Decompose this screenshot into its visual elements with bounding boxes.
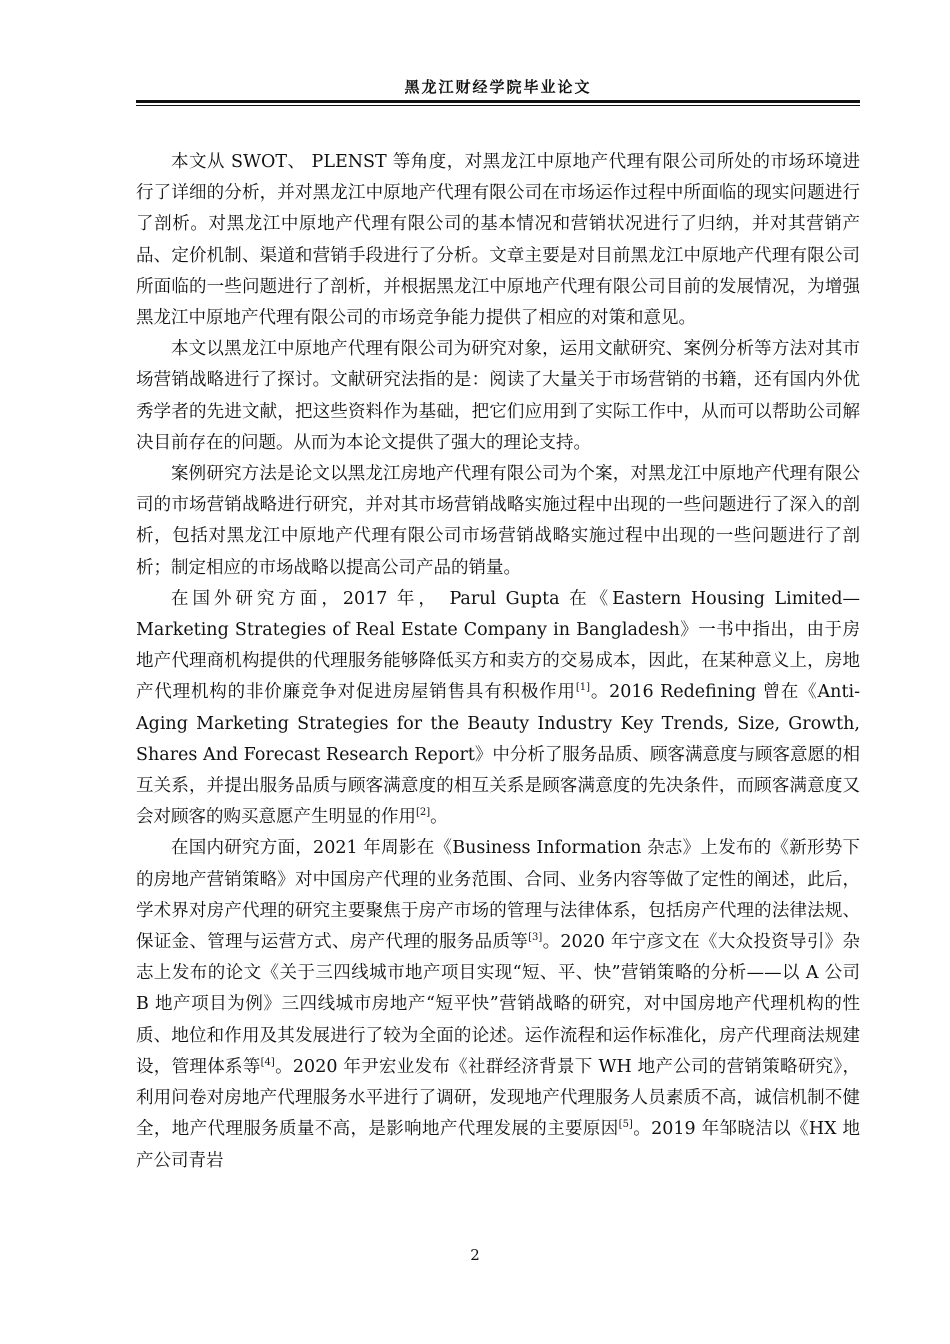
paragraph (136, 584, 860, 834)
paragraph-text: 案例研究方法是论文以黑龙江房地产代理有限公司为个案，对黑龙江中原地产代理有限公司的市场营销战略进行研究，并对其市场营销战略实施过程中出现的一些问题进行了深入的剖析，包括对黑龙江中原地产代理有限公司市场营销战略实施过程中出现的一些问题进行了剖析；制定相应的市场战略以提高公司产品的销量。 (136, 464, 860, 578)
header-rule-thin (136, 105, 860, 106)
paragraph (136, 459, 860, 584)
paragraph-text: 。2020 年尹宏业发布《社群经济背景下 WH 地产公司的营销策略研究》，利用问卷对房地产代理服务水平进行了调研，发现地产代理服务人员素质不高，诚信机制不健全，地产代理服务质量不高，是影响地产代理发展的主要原因 (136, 1056, 860, 1140)
paragraph (136, 334, 860, 459)
paragraph-text: 本文以黑龙江中原地产代理有限公司为研究对象，运用文献研究、案例分析等方法对其市场营销战略进行了探讨。文献研究法指的是：阅读了大量关于市场营销的书籍，还有国内外优秀学者的先进文献，把这些资料作为基础，把它们应用到了实际工作中，从而可以帮助公司解决目前存在的问题。从而为本论文提供了强大的理论支持。 (136, 339, 860, 453)
paragraph-text: 。2020 年宁彦文在《大众投资导引》杂志上发布的论文《关于三四线城市地产项目实现“短、平、快”营销策略的分析——以 A 公司 B 地产项目为例》三四线城市房地产“短平快”营销战略的研究，对中国房地产代理机构的性质、地位和作用及其发展进行了较为全面的论述。运作流程和运作标准化，房产代理商法规建设，管理体系等 (136, 932, 860, 1077)
paragraph (136, 833, 860, 1176)
running-header: 黑龙江财经学院毕业论文 (404, 78, 592, 96)
citation-ref: [5] (618, 1119, 633, 1131)
paragraph-text: 。2016 Redefining 曾在《Anti-Aging Marketing Strategies for the Beauty Industry Key Trends, Size, Growth, Shares And Forecast Research Report》中分析了服务品质、顾客满意度与顾客意愿的相互关系，并提出服务品质与顾客满意度的相互关系是顾客满意度的先决条件，而顾客满意度又会对顾客的购买意愿产生明显的作用 (136, 682, 861, 828)
page-number: 2 (470, 1246, 480, 1264)
paragraph (136, 147, 860, 334)
paragraph-text: 。2019 年邹晓洁以《HX 地产公司青岩 (136, 1119, 860, 1171)
paragraph-text: 本文从 SWOT、 PLENST 等角度，对黑龙江中原地产代理有限公司所处的市场环境进行了详细的分析，并对黑龙江中原地产代理有限公司在市场运作过程中所面临的现实问题进行了剖析。对黑龙江中原地产代理有限公司的基本情况和营销状况进行了归纳，并对其营销产品、定价机制、渠道和营销手段进行了分析。文章主要是对目前黑龙江中原地产代理有限公司所面临的一些问题进行了剖析，并根据黑龙江中原地产代理有限公司目前的发展情况，为增强黑龙江中原地产代理有限公司的市场竞争能力提供了相应的对策和意见。 (136, 152, 860, 329)
paragraph-text: 在国外研究方面，2017 年， Parul Gupta 在《Eastern Housing Limited—Marketing Strategies of Real Estate Company in Bangladesh》一书中指出，由于房地产代理商机构提供的代理服务能够降低买方和卖方的交易成本，因此，在某种意义上，房地产代理机构的非价廉竞争对促进房屋销售具有积极作用 (136, 588, 860, 703)
citation-ref: [4] (260, 1057, 275, 1069)
paragraph-text: 在国内研究方面，2021 年周影在《Business Information 杂志》上发布的《新形势下的房地产营销策略》对中国房产代理的业务范围、合同、业务内容等做了定性的阐述，此后，学术界对房产代理的研究主要聚焦于房产市场的管理与法律体系，包括房产代理的法律法规、保证金、管理与运营方式、房产代理的服务品质等 (136, 838, 860, 953)
header-rule-thick (136, 100, 860, 103)
body-text (136, 147, 860, 1177)
citation-ref: [2] (416, 807, 431, 819)
paragraph-text: 。 (430, 807, 448, 828)
citation-ref: [3] (528, 932, 543, 944)
citation-ref: [1] (575, 682, 590, 694)
